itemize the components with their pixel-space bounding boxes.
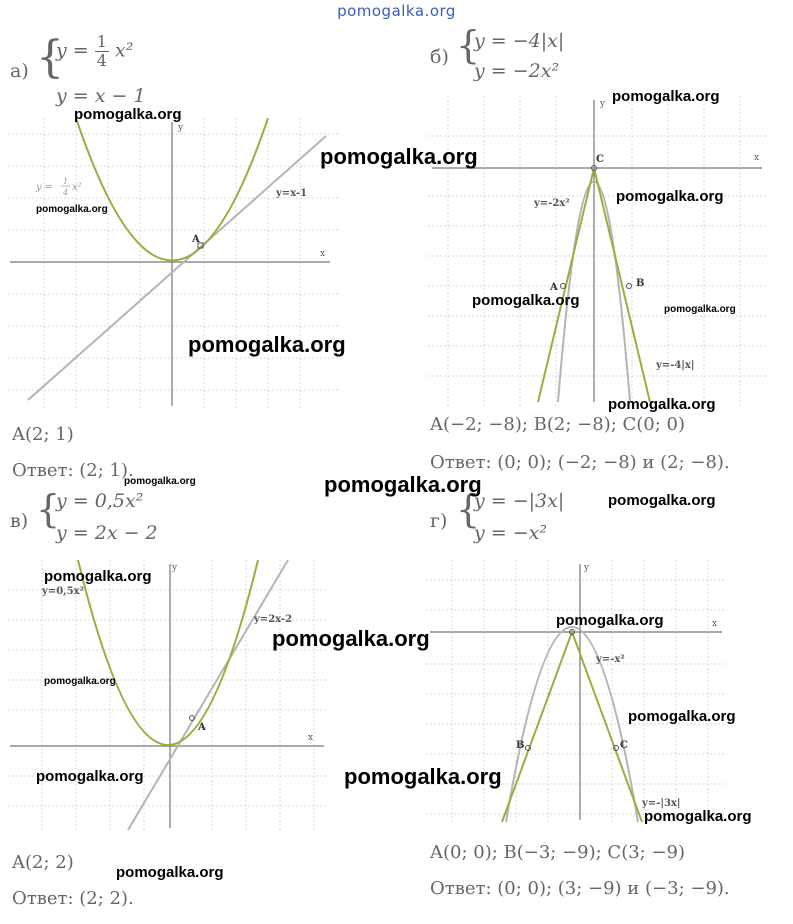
part-a-eq1: y = $\frac{1}{4}$ x² xyxy=(56,32,134,70)
graph-b xyxy=(428,96,768,406)
part-d-eq2: y = −x² xyxy=(474,522,547,544)
graph-a-y-label: y xyxy=(178,123,184,133)
watermark: pomogalka.org xyxy=(272,626,430,651)
watermark: pomogalka.org xyxy=(36,204,108,215)
watermark: pomogalka.org xyxy=(616,188,724,205)
graph-c-grid xyxy=(8,560,328,832)
watermark: pomogalka.org xyxy=(188,332,346,357)
svg-text:1: 1 xyxy=(63,177,69,186)
part-c-point: A(2; 2) xyxy=(12,852,74,873)
graph-c-point-a-label: A xyxy=(198,722,206,733)
graph-d-y-label: y xyxy=(584,563,590,573)
svg-text:x²: x² xyxy=(72,182,82,193)
graph-d-line-label: y=-|3x| xyxy=(642,798,681,809)
watermark: pomogalka.org xyxy=(472,292,580,309)
graph-c-y-label: y xyxy=(172,563,178,573)
part-a-point: A(2; 1) xyxy=(12,424,74,445)
watermark: pomogalka.org xyxy=(124,476,196,487)
part-d-answer: Ответ: (0; 0); (3; −9) и (−3; −9). xyxy=(430,878,730,899)
watermark: pomogalka.org xyxy=(36,768,144,785)
graph-b-y-label: y xyxy=(600,99,606,109)
part-c-eq2: y = 2x − 2 xyxy=(56,522,158,544)
part-b-brace: { xyxy=(456,23,481,67)
watermark: pomogalka.org xyxy=(320,144,478,169)
watermark: pomogalka.org xyxy=(116,864,224,881)
watermark: pomogalka.org xyxy=(664,304,736,315)
part-d-point: A(0; 0); B(−3; −9); C(3; −9) xyxy=(430,842,686,863)
graph-b-point-a-label: A xyxy=(550,282,558,293)
svg-text:y =: y = xyxy=(36,182,54,193)
graph-c-curve-label: y=0,5x² xyxy=(42,586,84,597)
graph-d-point-c-label: C xyxy=(620,740,628,751)
watermark: pomogalka.org xyxy=(612,88,720,105)
part-d-label: г) xyxy=(430,510,448,532)
graph-b-curve-label: y=-2x² xyxy=(534,198,570,209)
watermark: pomogalka.org xyxy=(628,708,736,725)
graph-a-curve-label xyxy=(35,177,82,197)
graph-a-line-label: y=x-1 xyxy=(276,188,308,199)
graph-c-x-label: x xyxy=(308,733,314,743)
part-a-label: а) xyxy=(10,60,29,82)
site-header-link[interactable]: pomogalka.org xyxy=(337,2,456,20)
graph-b-line-label: y=-4|x| xyxy=(656,360,695,371)
watermark: pomogalka.org xyxy=(44,568,152,585)
part-d-brace: { xyxy=(456,487,481,531)
part-c-brace: { xyxy=(36,487,61,531)
part-c-label: в) xyxy=(10,510,29,532)
graph-a-x-label: x xyxy=(320,249,326,259)
part-b-eq1: y = −4|x| xyxy=(474,30,565,52)
graph-d-x-label: x xyxy=(712,619,718,629)
graph-b-point-b-label: B xyxy=(636,278,645,289)
part-a-answer: Ответ: (2; 1). xyxy=(12,460,134,481)
part-b-eq2: y = −2x² xyxy=(474,60,560,82)
watermark: pomogalka.org xyxy=(74,106,182,123)
watermark: pomogalka.org xyxy=(644,808,752,825)
graph-a-grid xyxy=(8,118,338,408)
watermark: pomogalka.org xyxy=(44,676,116,687)
graph-a xyxy=(8,118,338,408)
graph-d-curve-label: y=-x² xyxy=(596,654,625,665)
graph-b-grid xyxy=(428,96,768,406)
part-a-brace: { xyxy=(36,32,64,83)
part-c-answer: Ответ: (2; 2). xyxy=(12,888,134,909)
graph-c-line-label: y=2x-2 xyxy=(254,614,293,625)
graph-c-parabola xyxy=(78,560,258,745)
part-d-eq1: y = −|3x| xyxy=(474,490,565,512)
watermark: pomogalka.org xyxy=(344,764,502,789)
graph-d-point-b-label: B xyxy=(516,740,525,751)
svg-text:4: 4 xyxy=(63,188,69,197)
part-a-eq2: y = x − 1 xyxy=(56,85,146,107)
watermark: pomogalka.org xyxy=(324,472,482,497)
graph-b-x-label: x xyxy=(754,153,760,163)
watermark: pomogalka.org xyxy=(608,396,716,413)
watermark: pomogalka.org xyxy=(556,612,664,629)
graph-c xyxy=(8,560,328,832)
part-b-label: б) xyxy=(430,46,449,68)
graph-b-point-c-label: C xyxy=(596,154,604,165)
graph-a-line xyxy=(28,136,326,400)
part-b-point: A(−2; −8); B(2; −8); C(0; 0) xyxy=(430,414,686,435)
watermark: pomogalka.org xyxy=(608,492,716,509)
part-c-eq1: y = 0,5x² xyxy=(56,490,144,512)
graph-c-line xyxy=(128,560,288,830)
graph-a-point-a-label: A xyxy=(192,234,200,245)
part-b-answer: Ответ: (0; 0); (−2; −8) и (2; −8). xyxy=(430,452,730,473)
